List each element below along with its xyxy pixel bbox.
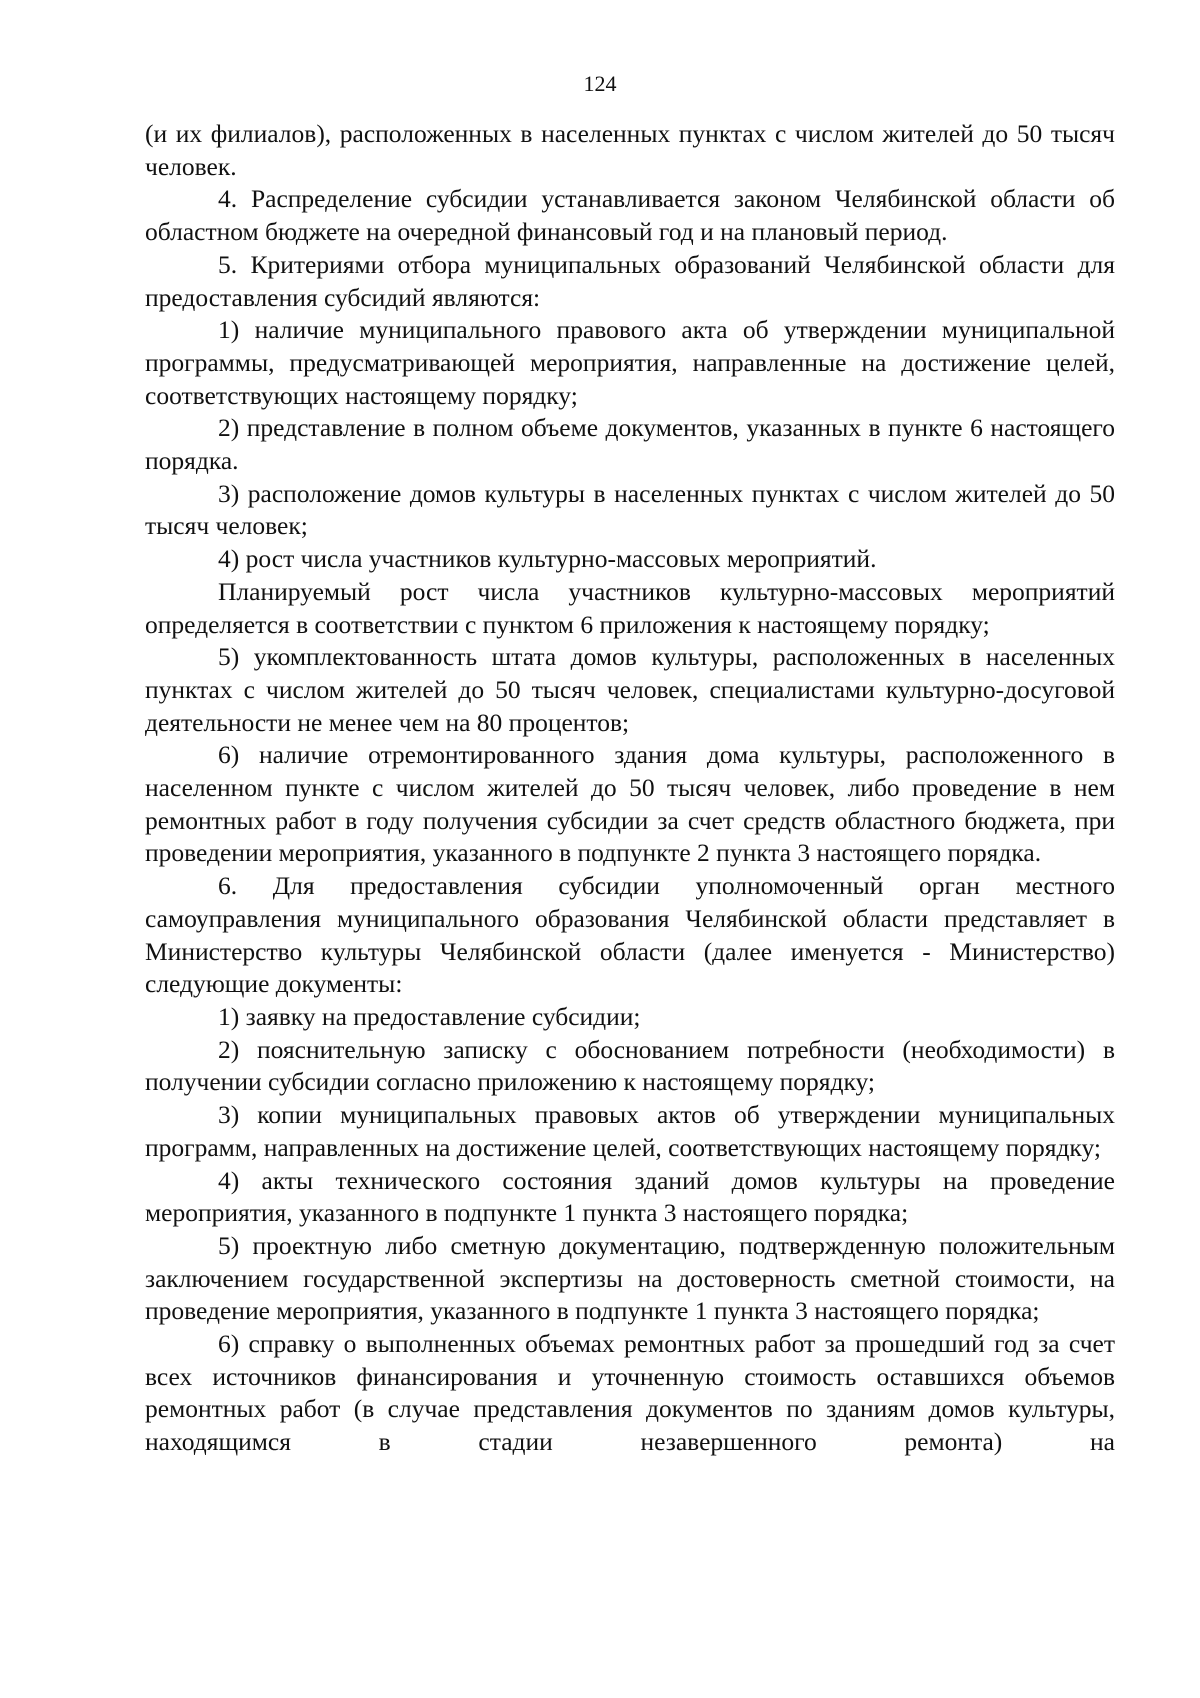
page-number: 124 (583, 71, 617, 96)
paragraph: 6. Для предоставления субсидии уполномоченный орган местного самоуправления муниципального образования Челябинской области представляет в Министерство культуры Челябинской области (далее именуется - Министерство) следующие документы: (145, 871, 1115, 999)
paragraph: 3) расположение домов культуры в населенных пунктах с числом жителей до 50 тысяч человек; (145, 478, 1115, 541)
paragraph: 6) справку о выполненных объемах ремонтных работ за прошедший год за счет всех источников финансирования и уточненную стоимость оставшихся объемов ремонтных работ (в случае представления документов по зданиям домов культуры, находящимся в стадии незавершенного ремонта) на (145, 1329, 1115, 1457)
paragraph: 6) наличие отремонтированного здания дома культуры, расположенного в населенном пункте с числом жителей до 50 тысяч человек, либо проведение в нем ремонтных работ в году получения субсидии за счет средств областного бюджета, при проведении мероприятия, указанного в подпункте 2 пункта 3 настоящего порядка. (145, 740, 1115, 868)
paragraph: 1) заявку на предоставление субсидии; (218, 1001, 641, 1031)
paragraph: Планируемый рост числа участников культурно-массовых мероприятий определяется в соответствии с пунктом 6 приложения к настоящему порядку; (145, 576, 1115, 639)
paragraph: 2) представление в полном объеме документов, указанных в пункте 6 настоящего порядка. (145, 413, 1115, 476)
paragraph: 5) укомплектованность штата домов культуры, расположенных в населенных пунктах с числом жителей до 50 тысяч человек, специалистами культурно-досуговой деятельности не менее чем на 80 процентов; (145, 642, 1115, 737)
paragraph: 2) пояснительную записку с обоснованием потребности (необходимости) в получении субсидии согласно приложению к настоящему порядку; (145, 1034, 1115, 1097)
paragraph: 5. Критериями отбора муниципальных образований Челябинской области для предоставления субсидий являются: (145, 249, 1115, 312)
paragraph: 1) наличие муниципального правового акта об утверждении муниципальной программы, предусматривающей мероприятия, направленные на достижение целей, соответствующих настоящему порядку; (145, 315, 1115, 410)
paragraph: 3) копии муниципальных правовых актов об утверждении муниципальных программ, направленных на достижение целей, соответствующих настоящему порядку; (145, 1100, 1115, 1162)
paragraph: 4. Распределение субсидии устанавливается законом Челябинской области об областном бюджете на очередной финансовый год и на плановый период. (145, 184, 1115, 247)
document-body (145, 118, 1115, 1459)
paragraph: 4) акты технического состояния зданий домов культуры на проведение мероприятия, указанного в подпункте 1 пункта 3 настоящего порядка; (145, 1165, 1115, 1228)
paragraph: (и их филиалов), расположенных в населенных пунктах с числом жителей до 50 тысяч человек. (145, 119, 1115, 181)
paragraph: 4) рост числа участников культурно-массовых мероприятий. (218, 544, 877, 574)
paragraph: 5) проектную либо сметную документацию, подтвержденную положительным заключением государственной экспертизы на достоверность сметной стоимости, на проведение мероприятия, указанного в подпункте 1 пункта 3 настоящего порядка; (145, 1230, 1115, 1326)
